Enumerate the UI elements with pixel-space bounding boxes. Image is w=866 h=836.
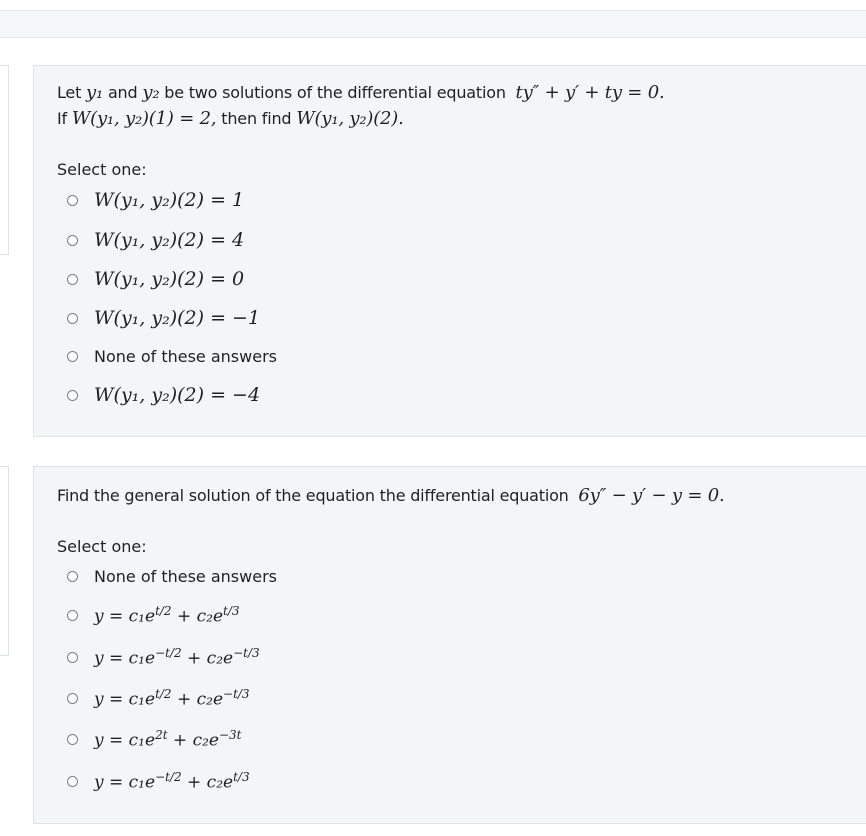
differential-equation: 6y″ − y′ − y = 0. bbox=[578, 485, 725, 506]
answer-option[interactable] bbox=[67, 306, 260, 330]
exponent-1: 2t bbox=[155, 727, 168, 742]
answer-option[interactable] bbox=[67, 344, 277, 368]
differential-equation: ty″ + y′ + ty = 0. bbox=[515, 82, 665, 103]
question-word-and: and bbox=[107, 83, 138, 102]
math-y2: y₂ bbox=[142, 82, 160, 103]
radio-button[interactable] bbox=[67, 195, 78, 206]
answer-text bbox=[94, 687, 250, 710]
radio-button[interactable] bbox=[67, 235, 78, 246]
answer-mid: + c₂e bbox=[167, 730, 219, 751]
given-wronskian: W(y₁, y₂)(1) = 2, bbox=[71, 108, 217, 129]
question-word-let: Let bbox=[57, 83, 82, 102]
answer-text: W(y₁, y₂)(2) = −4 bbox=[94, 384, 261, 406]
answer-lhs: y = c₁e bbox=[94, 689, 156, 710]
answer-mid: + c₂e bbox=[171, 606, 224, 627]
question-text-middle: be two solutions of the differential equation bbox=[164, 83, 506, 102]
answer-text bbox=[94, 770, 250, 793]
radio-button[interactable] bbox=[67, 610, 78, 621]
select-one-label: Select one: bbox=[57, 537, 147, 556]
exponent-1: −t/2 bbox=[155, 645, 182, 660]
radio-button[interactable] bbox=[67, 571, 78, 582]
question-word-if: If bbox=[57, 109, 67, 128]
radio-button[interactable] bbox=[67, 734, 78, 745]
answer-lhs: y = c₁e bbox=[94, 648, 156, 669]
math-y1: y₁ bbox=[86, 82, 104, 103]
target-wronskian: W(y₁, y₂)(2). bbox=[296, 108, 404, 129]
answer-option[interactable] bbox=[67, 383, 260, 407]
answer-option[interactable] bbox=[67, 564, 277, 588]
answer-text: W(y₁, y₂)(2) = 4 bbox=[94, 229, 245, 251]
question-word-then-find: then find bbox=[221, 109, 292, 128]
answer-text: W(y₁, y₂)(2) = 1 bbox=[94, 189, 245, 211]
answer-option[interactable] bbox=[67, 267, 244, 291]
exponent-1: t/2 bbox=[155, 686, 172, 701]
radio-button[interactable] bbox=[67, 390, 78, 401]
question-info-panel-1 bbox=[0, 65, 9, 255]
answer-text bbox=[94, 646, 260, 669]
answer-option[interactable] bbox=[67, 769, 250, 793]
answer-option[interactable] bbox=[67, 603, 240, 627]
select-one-label: Select one: bbox=[57, 160, 147, 179]
radio-button[interactable] bbox=[67, 351, 78, 362]
answer-text bbox=[94, 604, 240, 627]
exponent-2: t/3 bbox=[233, 769, 250, 784]
exponent-1: −t/2 bbox=[155, 769, 182, 784]
question-card-1 bbox=[33, 65, 866, 437]
radio-button[interactable] bbox=[67, 693, 78, 704]
radio-button[interactable] bbox=[67, 776, 78, 787]
answer-text bbox=[94, 728, 242, 751]
answer-mid: + c₂e bbox=[181, 772, 234, 793]
answer-text: W(y₁, y₂)(2) = −1 bbox=[94, 307, 261, 329]
answer-lhs: y = c₁e bbox=[94, 772, 156, 793]
answer-mid: + c₂e bbox=[181, 648, 234, 669]
answer-text: None of these answers bbox=[94, 566, 277, 586]
exponent-2: −t/3 bbox=[233, 645, 260, 660]
radio-button[interactable] bbox=[67, 274, 78, 285]
answer-option[interactable] bbox=[67, 727, 242, 751]
question-card-2 bbox=[33, 466, 866, 824]
question-text-line-1 bbox=[57, 82, 664, 103]
top-navigation-bar bbox=[0, 10, 866, 38]
question-text: Find the general solution of the equation the differential equation bbox=[57, 486, 569, 505]
answer-mid: + c₂e bbox=[171, 689, 224, 710]
answer-text: None of these answers bbox=[94, 346, 277, 366]
radio-button[interactable] bbox=[67, 313, 78, 324]
exponent-2: t/3 bbox=[223, 603, 240, 618]
answer-lhs: y = c₁e bbox=[94, 606, 156, 627]
answer-option[interactable] bbox=[67, 686, 250, 710]
radio-button[interactable] bbox=[67, 652, 78, 663]
exponent-1: t/2 bbox=[155, 603, 172, 618]
question-text-line bbox=[57, 485, 725, 506]
answer-option[interactable] bbox=[67, 188, 244, 212]
question-text-line-2 bbox=[57, 108, 404, 129]
exponent-2: −t/3 bbox=[223, 686, 250, 701]
answer-text: W(y₁, y₂)(2) = 0 bbox=[94, 268, 245, 290]
answer-lhs: y = c₁e bbox=[94, 730, 156, 751]
answer-option[interactable] bbox=[67, 645, 260, 669]
answer-option[interactable] bbox=[67, 228, 244, 252]
exponent-2: −3t bbox=[218, 727, 242, 742]
question-info-panel-2 bbox=[0, 466, 9, 656]
